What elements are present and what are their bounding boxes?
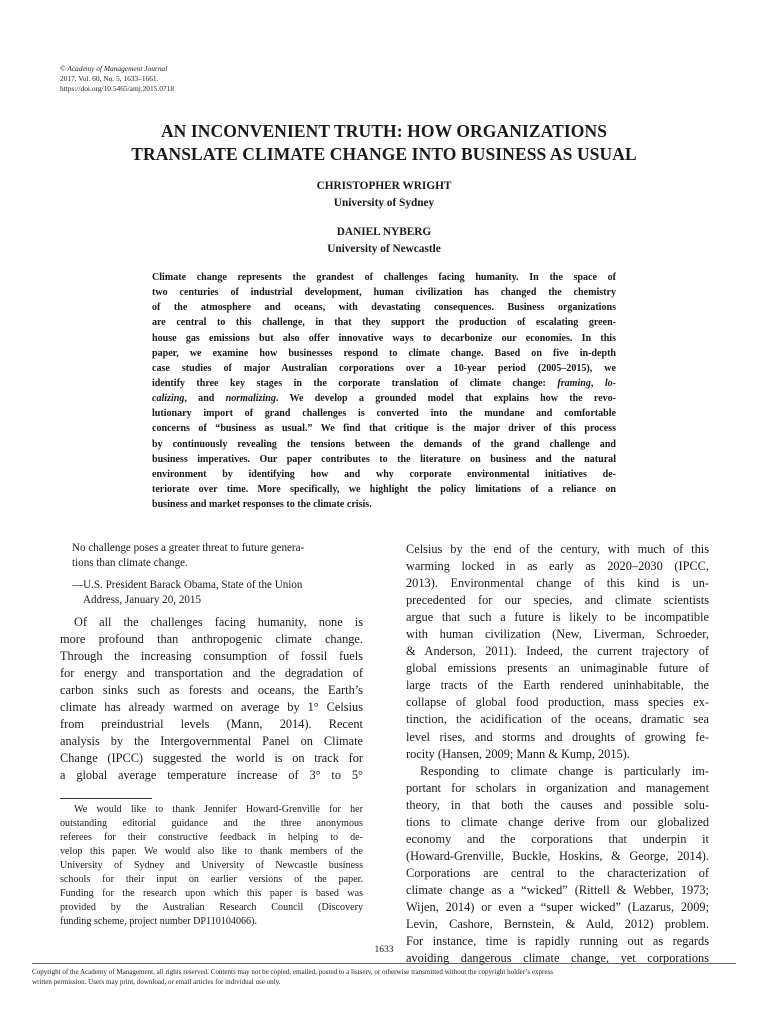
journal-name: © Academy of Management Journal [60, 64, 168, 73]
body-left-column [60, 614, 363, 784]
body-line: climate change as a “wicked” (Rittell & Webber, 1973; [406, 882, 709, 897]
abstract-line [152, 391, 616, 406]
author-name: DANIEL NYBERG [336, 226, 432, 238]
abstract-line: house gas emissions but also offer innovative ways to decarbonize our economies. In this [152, 332, 616, 344]
body-line: & Anderson, 2011). Indeed, the current trajectory of [406, 644, 709, 659]
footnote-line: Funding for the research upon which this paper is based was [60, 888, 363, 900]
abstract-line: are central to this challenge, in that they support the production of escalating green- [152, 317, 616, 329]
title-line: TRANSLATE CLIMATE CHANGE INTO BUSINESS AS USUAL [131, 144, 637, 164]
footnote-line: We would like to thank Jennifer Howard-Grenville for her [74, 804, 363, 815]
body-line: Change (IPCC) suggested the world is on track for [60, 751, 363, 766]
body-line: argue that such a future is likely to be incompatible [406, 610, 709, 625]
footnote-line: schools for their input on earlier versions of the paper. [60, 874, 363, 886]
footnote-line: velop this paper. We would also like to thank members of the [60, 846, 363, 858]
body-line: with human civilization (New, Liverman, Schroeder, [406, 627, 709, 642]
stage-localizing: lo- [604, 377, 616, 389]
epigraph-quote: No challenge poses a greater threat to future genera- [72, 542, 305, 554]
epigraph-attribution: —U.S. President Barack Obama, State of the Union [72, 578, 303, 591]
body-line: Wijen, 2014) or even a “super wicked” (Lazarus, 2009; [406, 899, 709, 914]
body-line: portant for scholars in organization and management [406, 780, 709, 795]
abstract-line: paper, we examine how businesses respond to climate change. Based on five in-depth [152, 347, 616, 359]
body-line: Of all the challenges facing humanity, none is [74, 615, 363, 629]
copyright-line: Copyright of the Academy of Management, all rights reserved. Contents may not be copied, emailed, posted to a listserv, or otherwise transmitted without the copyright holder’s express [32, 968, 553, 976]
body-line: Corporations are central to the characterization of [406, 865, 709, 880]
body-line: more profound than anthropogenic climate change. [60, 632, 363, 647]
abstract-line: teriorate over time. More specifically, we highlight the policy limitations of a reliance on [152, 483, 616, 495]
body-right-column [406, 541, 709, 967]
epigraph-quote: tions than climate change. [72, 557, 188, 570]
doi-link[interactable]: https://doi.org/10.5465/amj.2015.0718 [60, 84, 175, 93]
body-line: carbon sinks such as forests and oceans, the Earth’s [60, 683, 363, 698]
author-affiliation: University of Sydney [333, 197, 435, 209]
body-line: Through the increasing consumption of fossil fuels [60, 649, 363, 664]
author-block [0, 224, 768, 258]
copyright-line: written permission. Users may print, download, or email articles for individual use only. [32, 978, 281, 986]
abstract-line: by continuously revealing the tensions between the demands of the grand challenge and [152, 438, 616, 450]
author-block [0, 178, 768, 212]
abstract-line: business and market responses to the climate crisis. [152, 499, 372, 511]
abstract-line: lutionary import of grand challenges is converted into the mundane and comfortable [152, 408, 616, 420]
abstract-line: two centuries of industrial development, human civilization has changed the chemistry [152, 287, 616, 299]
stage-framing: framing [557, 377, 591, 389]
volume-info: 2017, Vol. 60, No. 5, 1633–1661. [60, 74, 159, 83]
journal-citation [60, 64, 174, 94]
body-line: from preindustrial levels (Mann, 2014). Recent [60, 717, 363, 732]
abstract-line: environment by identifying how and why corporate environmental initiatives de- [152, 468, 616, 480]
abstract [152, 270, 616, 512]
abstract-line: concerns of “business as usual.” We find that critique is the major driver of this process [152, 423, 616, 435]
body-line: tions to climate change derive from our globalized [406, 814, 709, 829]
body-line: For instance, time is rapidly running out as regards [406, 934, 709, 949]
stage-localizing: calizing [152, 393, 185, 405]
body-line: avoiding dangerous climate change, yet corporations [406, 951, 709, 966]
author-affiliation: University of Newcastle [327, 243, 441, 255]
abstract-text: . We develop a grounded model that explains how the revo- [275, 393, 617, 405]
body-line: climate has already warmed on average by 1° Celsius [60, 700, 363, 715]
body-line: rocity (Hansen, 2009; Mann & Kump, 2015). [406, 746, 630, 761]
body-line: economy and the corporations that underpin it [406, 831, 709, 846]
body-line: Responding to climate change is particularly im- [420, 763, 709, 778]
stage-normalizing: normalizing [225, 393, 276, 405]
body-line: Celsius by the end of the century, with much of this [406, 542, 709, 556]
epigraph [72, 541, 352, 608]
author-name: CHRISTOPHER WRIGHT [316, 180, 452, 192]
abstract-line: business imperatives. Our paper contributes to the literature on business and the natural [152, 453, 616, 465]
body-line: for energy and transportation and the degradation of [60, 666, 363, 681]
body-line: precedented for our species, and climate scientists [406, 593, 709, 608]
body-line: Levin, Cashore, Bernstein, & Auld, 2012) problem. [406, 917, 709, 932]
paper-title [40, 120, 728, 166]
footnote-divider [60, 798, 152, 799]
page-number: 1633 [374, 945, 394, 955]
body-line: collapse of global food production, mass species ex- [406, 695, 709, 710]
body-line: large tracts of the Earth rendered uninhabitable, the [406, 678, 709, 693]
epigraph-attribution: Address, January 20, 2015 [83, 593, 202, 606]
body-line: warming locked in as early as 2020–2030 (IPCC, [406, 559, 709, 574]
body-line: tinction, the acidification of the oceans, dramatic sea [406, 712, 709, 727]
body-line: a global average temperature increase of 3° to 5° [60, 768, 363, 783]
body-line: theory, in that both the causes and possible solu- [406, 797, 709, 812]
footnote-line: provided by the Australian Research Council (Discovery [60, 902, 363, 914]
abstract-line: of the atmosphere and oceans, with devastating consequences. Business organizations [152, 302, 616, 314]
abstract-line: Climate change represents the grandest of challenges facing humanity. In the space of [152, 272, 616, 283]
body-line: analysis by the Intergovernmental Panel on Climate [60, 734, 363, 749]
abstract-text: , and [184, 393, 226, 405]
body-line: (Howard-Grenville, Buckle, Hoskins, & George, 2014). [406, 848, 709, 863]
footnote [60, 803, 363, 929]
abstract-text: identify three key stages in the corporate translation of climate change: [152, 377, 558, 389]
body-line: global emissions presents an unimaginable future of [406, 661, 709, 676]
footnote-line: University of Sydney and University of Newcastle business [60, 860, 363, 872]
abstract-text: , [590, 377, 605, 389]
footnote-line: outstanding editorial guidance and the three anonymous [60, 818, 363, 830]
footnote-line: funding scheme, project number DP110104066). [60, 916, 257, 928]
abstract-line: case studies of major Australian corporations over a 10-year period (2005–2015), we [152, 362, 616, 374]
abstract-line [152, 376, 616, 391]
body-line: 2013). Environmental change of this kind is un- [406, 576, 709, 591]
title-line: AN INCONVENIENT TRUTH: HOW ORGANIZATIONS [160, 121, 608, 141]
copyright-notice [32, 963, 736, 987]
footnote-line: referees for their constructive feedback in helping to de- [60, 832, 363, 844]
body-line: level rises, and storms and droughts of growing fe- [406, 729, 709, 744]
